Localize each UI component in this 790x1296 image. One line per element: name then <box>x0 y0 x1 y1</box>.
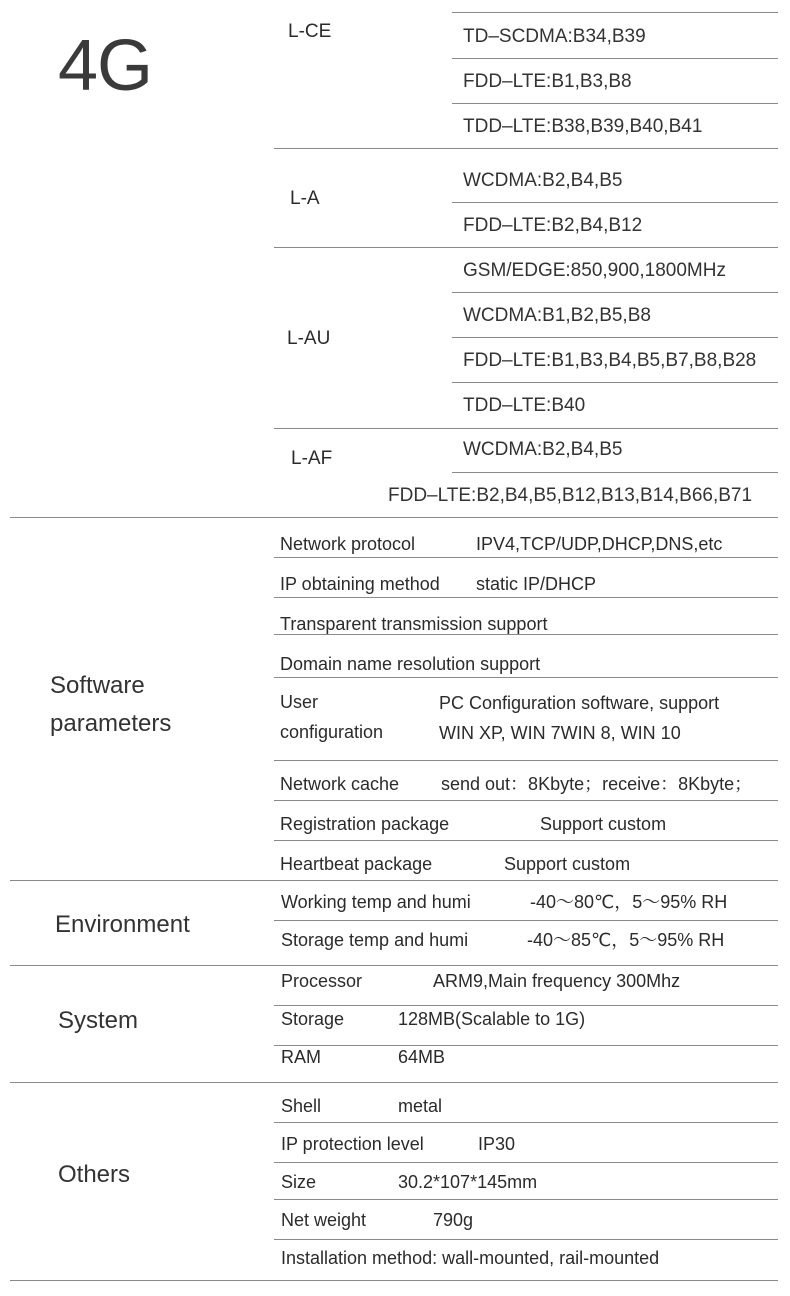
spec-value: static IP/DHCP <box>476 574 597 594</box>
spec-value: ARM9,Main frequency 300Mhz <box>433 971 681 991</box>
spec-label: User <box>280 692 319 712</box>
band-item: TDD–LTE:B40 <box>463 395 586 416</box>
divider <box>274 597 778 598</box>
divider <box>452 103 778 104</box>
spec-label: Network protocol <box>280 534 416 554</box>
spec-value: 128MB(Scalable to 1G) <box>398 1009 586 1029</box>
divider <box>274 1122 778 1123</box>
spec-label: Domain name resolution support <box>280 654 541 674</box>
spec-label: configuration <box>280 722 384 742</box>
spec-value: Support custom <box>504 854 631 874</box>
spec-value: -40～85℃，5～95% RH <box>527 930 725 950</box>
band-item: FDD–LTE:B2,B4,B12 <box>463 215 643 236</box>
spec-value: metal <box>398 1096 443 1116</box>
divider <box>452 292 778 293</box>
spec-label: RAM <box>281 1047 321 1067</box>
band-item: FDD–LTE:B1,B3,B4,B5,B7,B8,B28 <box>463 350 757 371</box>
spec-value: WIN XP, WIN 7WIN 8, WIN 10 <box>439 723 681 743</box>
spec-value: IPV4,TCP/UDP,DHCP,DNS,etc <box>476 534 723 554</box>
spec-value: PC Configuration software, support <box>439 693 720 713</box>
spec-value: Support custom <box>540 814 667 834</box>
section-divider <box>10 1280 778 1281</box>
spec-value: send out：8Kbyte；receive：8Kbyte； <box>441 774 753 794</box>
region-l-au: L-AU <box>287 328 331 349</box>
region-l-a: L-A <box>290 188 320 209</box>
spec-label: Storage temp and humi <box>281 930 469 950</box>
band-item: WCDMA:B1,B2,B5,B8 <box>463 305 651 326</box>
divider <box>274 634 778 635</box>
band-item: TD–SCDMA:B34,B39 <box>463 26 646 47</box>
divider <box>274 840 778 841</box>
divider <box>274 1005 778 1006</box>
band-item: TDD–LTE:B38,B39,B40,B41 <box>463 116 703 137</box>
divider <box>274 677 778 678</box>
spec-label: IP protection level <box>281 1134 424 1154</box>
spec-label: Storage <box>281 1009 345 1029</box>
section-divider <box>10 1082 778 1083</box>
divider <box>452 12 778 13</box>
spec-value: 30.2*107*145mm <box>398 1172 538 1192</box>
divider <box>452 58 778 59</box>
spec-value: 64MB <box>398 1047 446 1067</box>
section-title-environment: Environment <box>55 911 190 938</box>
divider <box>274 428 778 429</box>
spec-label: Processor <box>281 971 363 991</box>
divider <box>274 1162 778 1163</box>
spec-label: Network cache <box>280 774 400 794</box>
band-item: WCDMA:B2,B4,B5 <box>463 170 623 191</box>
spec-label: Shell <box>281 1096 322 1116</box>
section-divider <box>10 965 778 966</box>
divider <box>274 557 778 558</box>
spec-label: Size <box>281 1172 317 1192</box>
divider <box>274 247 778 248</box>
region-l-ce: L-CE <box>288 21 332 42</box>
section-title-software-2: parameters <box>50 710 172 737</box>
spec-value: IP30 <box>478 1134 516 1154</box>
spec-label: Net weight <box>281 1210 367 1230</box>
divider <box>452 202 778 203</box>
divider <box>274 148 778 149</box>
spec-value: 790g <box>433 1210 474 1230</box>
divider <box>452 472 778 473</box>
divider <box>274 1199 778 1200</box>
divider <box>274 760 778 761</box>
divider <box>274 920 778 921</box>
band-item: GSM/EDGE:850,900,1800MHz <box>463 260 726 281</box>
spec-value: -40～80℃，5～95% RH <box>530 892 728 912</box>
band-item: WCDMA:B2,B4,B5 <box>463 439 623 460</box>
divider <box>274 800 778 801</box>
region-l-af: L-AF <box>291 448 333 469</box>
band-item: FDD–LTE:B2,B4,B5,B12,B13,B14,B66,B71 <box>388 485 753 506</box>
section-title-4g: 4G <box>58 26 153 106</box>
section-title-system: System <box>58 1007 139 1034</box>
spec-label: IP obtaining method <box>280 574 440 594</box>
divider <box>452 382 778 383</box>
spec-label: Installation method: wall-mounted, rail-mounted <box>281 1248 660 1268</box>
divider <box>452 337 778 338</box>
divider <box>274 1045 778 1046</box>
band-item: FDD–LTE:B1,B3,B8 <box>463 71 632 92</box>
spec-label: Registration package <box>280 814 450 834</box>
section-divider <box>10 880 778 881</box>
section-title-others: Others <box>58 1161 131 1188</box>
spec-label: Heartbeat package <box>280 854 433 874</box>
section-title-software: Software <box>50 672 145 699</box>
spec-label: Transparent transmission support <box>280 614 548 634</box>
spec-label: Working temp and humi <box>281 892 471 912</box>
divider <box>274 1239 778 1240</box>
section-divider <box>10 517 778 518</box>
